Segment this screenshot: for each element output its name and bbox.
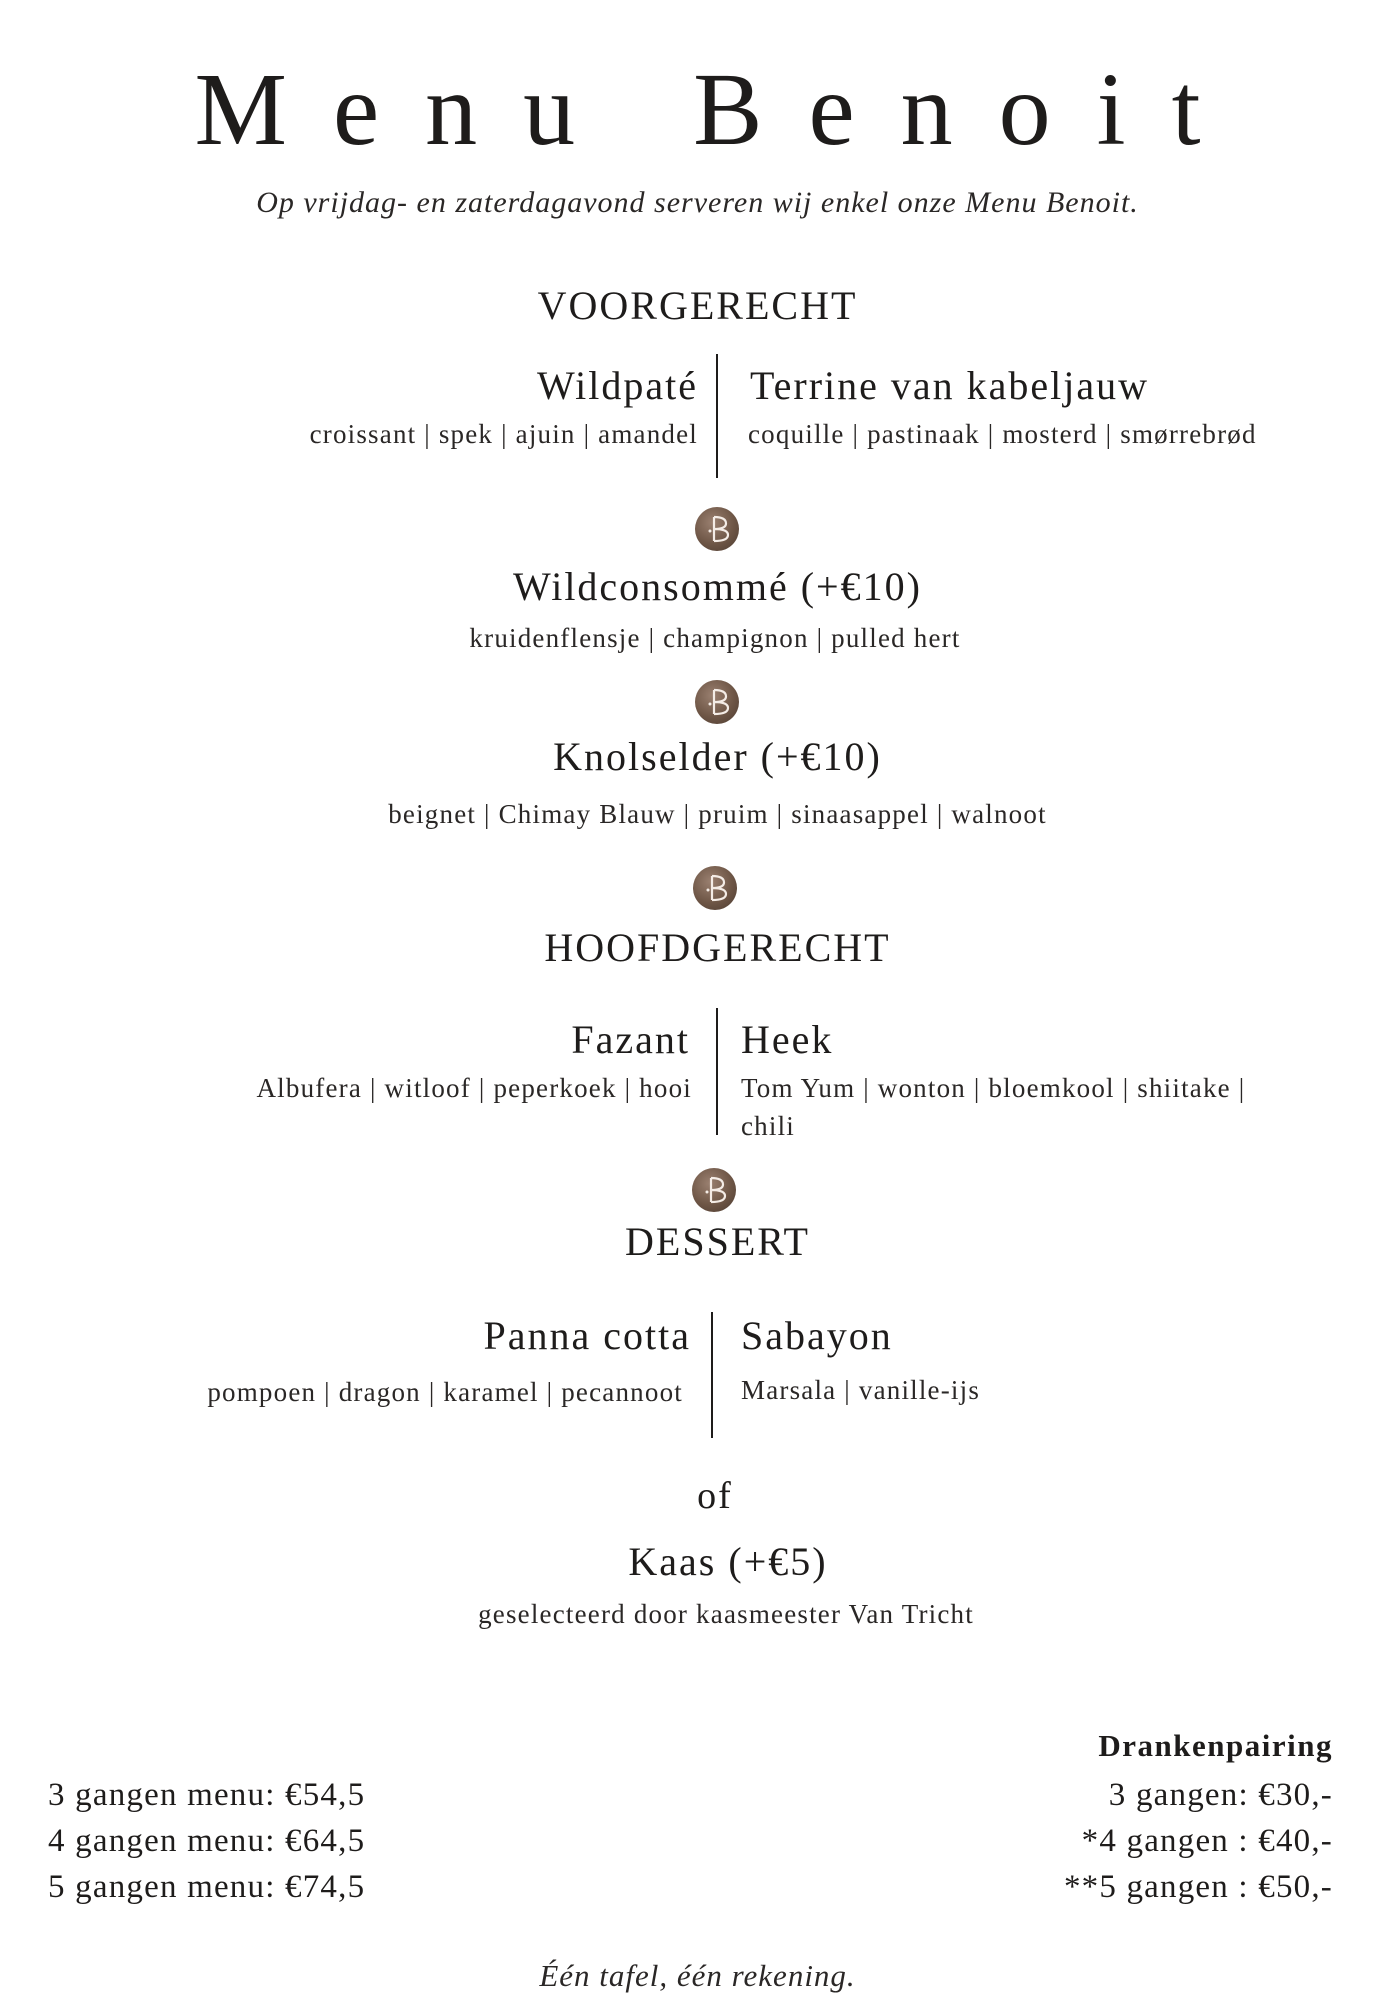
dish-name-kaas: Kaas (+€5) <box>628 1539 828 1584</box>
section-heading-main: HOOFDGERECHT <box>544 925 891 970</box>
dish-name-fazant: Fazant <box>571 1017 690 1062</box>
dish-desc-fazant: Albufera | witloof | peperkoek | hooi <box>256 1073 692 1103</box>
drinks-prices <box>1064 1772 1333 1910</box>
or-label: of <box>697 1475 733 1517</box>
dish-desc-sabayon: Marsala | vanille-ijs <box>741 1375 981 1405</box>
benoit-b-logo-icon <box>692 1168 736 1212</box>
footer-note: Één tafel, één rekening. <box>539 1958 856 1993</box>
dish-name-wildpate: Wildpaté <box>537 363 698 408</box>
dish-desc-knolselder: beignet | Chimay Blauw | pruim | sinaasappel | walnoot <box>388 799 1047 829</box>
benoit-b-logo-icon <box>693 866 737 910</box>
drinks-price-5: **5 gangen : €50,- <box>1063 1869 1333 1905</box>
menu-price-4: 4 gangen menu: €64,5 <box>48 1823 366 1859</box>
dish-desc-heek-line2: chili <box>741 1111 795 1141</box>
dish-name-sabayon: Sabayon <box>741 1313 893 1358</box>
dish-desc-kaas: geselecteerd door kaasmeester Van Tricht <box>478 1599 974 1629</box>
menu-price-5: 5 gangen menu: €74,5 <box>48 1869 366 1905</box>
dish-desc-wildconsomme: kruidenflensje | champignon | pulled hert <box>469 623 961 653</box>
dish-desc-terrine: coquille | pastinaak | mosterd | smørrebrød <box>748 419 1257 449</box>
drinks-price-4: *4 gangen : €40,- <box>1081 1823 1333 1859</box>
dish-name-terrine: Terrine van kabeljauw <box>750 363 1150 408</box>
menu-title: Menu Benoit <box>194 52 1247 167</box>
divider-line-starter <box>716 354 718 478</box>
benoit-b-logo-icon <box>695 507 739 551</box>
dish-name-knolselder: Knolselder (+€10) <box>553 734 882 779</box>
menu-prices <box>48 1772 365 1910</box>
menu-price-3: 3 gangen menu: €54,5 <box>48 1777 366 1813</box>
divider-line-main <box>716 1008 718 1135</box>
drinks-pairing <box>1098 1728 1333 1764</box>
drinks-price-3: 3 gangen: €30,- <box>1108 1777 1333 1813</box>
dish-desc-heek-line1: Tom Yum | wonton | bloemkool | shiitake | <box>741 1073 1246 1103</box>
section-heading-starter: VOORGERECHT <box>537 283 858 328</box>
drinks-pairing-title: Drankenpairing <box>1098 1728 1333 1763</box>
benoit-b-logo-icon <box>695 680 739 724</box>
menu-subtitle: Op vrijdag- en zaterdagavond serveren wij enkel onze Menu Benoit. <box>256 186 1139 219</box>
dish-desc-wildpate: croissant | spek | ajuin | amandel <box>309 419 698 449</box>
dish-name-panna-cotta: Panna cotta <box>483 1313 691 1358</box>
dish-name-heek: Heek <box>741 1017 834 1062</box>
divider-line-dessert <box>711 1312 713 1438</box>
dish-desc-panna-cotta: pompoen | dragon | karamel | pecannoot <box>207 1377 683 1407</box>
section-heading-dessert: DESSERT <box>625 1219 810 1264</box>
dish-name-wildconsomme: Wildconsommé (+€10) <box>513 564 922 609</box>
